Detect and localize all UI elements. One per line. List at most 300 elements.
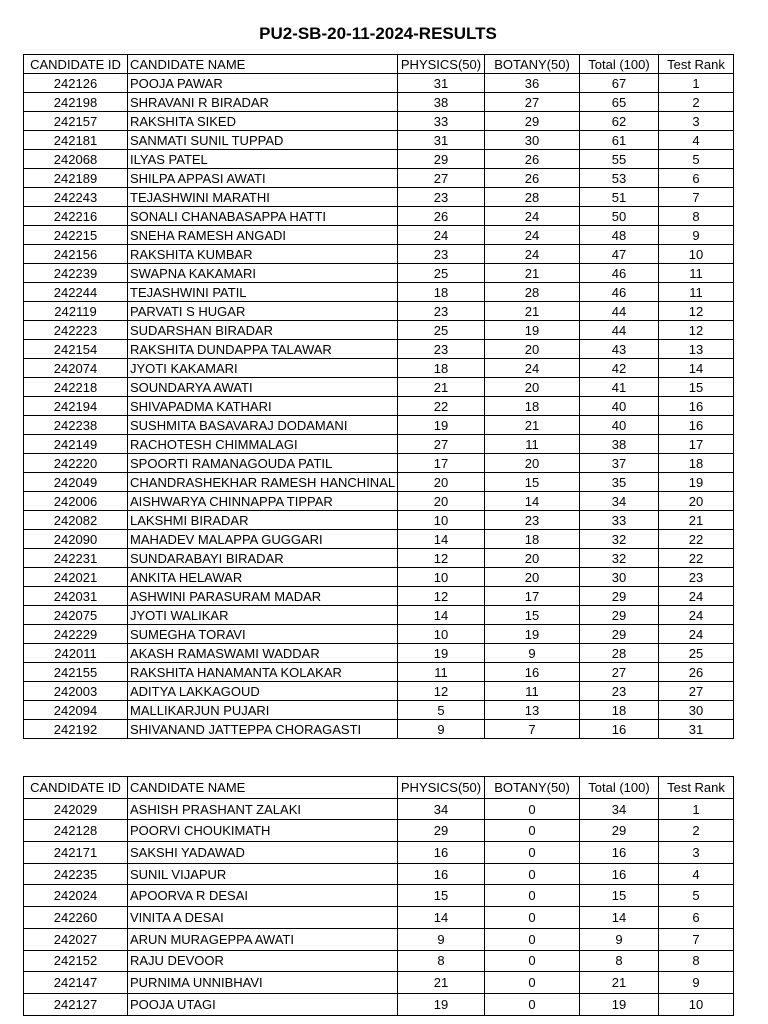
total-score-cell: 44 [580,302,659,321]
botany-score-cell: 11 [485,682,580,701]
test-rank-cell: 7 [659,928,734,950]
total-score-cell: 27 [580,663,659,682]
botany-score-cell: 20 [485,340,580,359]
physics-score-cell: 21 [398,378,485,397]
test-rank-cell: 18 [659,454,734,473]
physics-score-cell: 10 [398,625,485,644]
total-score-cell: 44 [580,321,659,340]
botany-score-cell: 9 [485,644,580,663]
candidate-name-cell: POORVI CHOUKIMATH [128,820,398,842]
botany-score-cell: 0 [485,907,580,929]
candidate-name-cell: SUNDARABAYI BIRADAR [128,549,398,568]
test-rank-cell: 22 [659,549,734,568]
botany-score-cell: 13 [485,701,580,720]
candidate-id-cell: 242128 [24,820,128,842]
physics-score-cell: 9 [398,928,485,950]
physics-score-cell: 11 [398,663,485,682]
physics-score-cell: 22 [398,397,485,416]
candidate-name-cell: SHRAVANI R BIRADAR [128,93,398,112]
botany-score-cell: 0 [485,928,580,950]
page-title: PU2-SB-20-11-2024-RESULTS [259,24,497,43]
header-row [24,55,734,74]
physics-score-cell: 29 [398,820,485,842]
candidate-name-cell: JYOTI WALIKAR [128,606,398,625]
physics-score-cell: 14 [398,606,485,625]
table-row [24,454,734,473]
table-row [24,907,734,929]
botany-score-cell: 17 [485,587,580,606]
candidate-name-cell: RAKSHITA SIKED [128,112,398,131]
total-score-cell: 67 [580,74,659,93]
candidate-id-cell: 242235 [24,863,128,885]
table-row [24,587,734,606]
physics-score-cell: 10 [398,511,485,530]
physics-score-cell: 9 [398,720,485,739]
candidate-id-cell: 242006 [24,492,128,511]
candidate-name-cell: APOORVA R DESAI [128,885,398,907]
test-rank-cell: 2 [659,93,734,112]
test-rank-cell: 31 [659,720,734,739]
header-candidate-name: CANDIDATE NAME [128,55,398,74]
candidate-name-cell: SUMEGHA TORAVI [128,625,398,644]
botany-score-cell: 15 [485,606,580,625]
header-candidate-name: CANDIDATE NAME [128,777,398,799]
test-rank-cell: 1 [659,74,734,93]
total-score-cell: 33 [580,511,659,530]
candidate-id-cell: 242068 [24,150,128,169]
physics-score-cell: 38 [398,93,485,112]
candidate-name-cell: SPOORTI RAMANAGOUDA PATIL [128,454,398,473]
physics-score-cell: 20 [398,492,485,511]
table-row [24,340,734,359]
botany-score-cell: 28 [485,283,580,302]
candidate-name-cell: SOUNDARYA AWATI [128,378,398,397]
total-score-cell: 29 [580,606,659,625]
candidate-id-cell: 242075 [24,606,128,625]
table-row [24,820,734,842]
total-score-cell: 47 [580,245,659,264]
botany-score-cell: 11 [485,435,580,454]
test-rank-cell: 10 [659,245,734,264]
total-score-cell: 29 [580,587,659,606]
test-rank-cell: 15 [659,378,734,397]
total-score-cell: 30 [580,568,659,587]
botany-score-cell: 20 [485,378,580,397]
botany-score-cell: 14 [485,492,580,511]
total-score-cell: 34 [580,492,659,511]
test-rank-cell: 13 [659,340,734,359]
results-table-secondary [23,776,734,1016]
candidate-id-cell: 242090 [24,530,128,549]
physics-score-cell: 14 [398,907,485,929]
candidate-name-cell: SAKSHI YADAWAD [128,842,398,864]
candidate-id-cell: 242229 [24,625,128,644]
candidate-id-cell: 242024 [24,885,128,907]
botany-score-cell: 7 [485,720,580,739]
candidate-id-cell: 242031 [24,587,128,606]
physics-score-cell: 10 [398,568,485,587]
physics-score-cell: 17 [398,454,485,473]
table-row [24,93,734,112]
physics-score-cell: 12 [398,587,485,606]
table-row [24,188,734,207]
test-rank-cell: 20 [659,492,734,511]
physics-score-cell: 27 [398,169,485,188]
test-rank-cell: 24 [659,625,734,644]
table-row [24,378,734,397]
candidate-name-cell: AKASH RAMASWAMI WADDAR [128,644,398,663]
candidate-id-cell: 242198 [24,93,128,112]
total-score-cell: 50 [580,207,659,226]
candidate-id-cell: 242154 [24,340,128,359]
table-row [24,492,734,511]
table-row [24,863,734,885]
candidate-name-cell: ILYAS PATEL [128,150,398,169]
botany-score-cell: 0 [485,820,580,842]
botany-score-cell: 20 [485,454,580,473]
candidate-id-cell: 242027 [24,928,128,950]
botany-score-cell: 0 [485,950,580,972]
candidate-name-cell: RAKSHITA KUMBAR [128,245,398,264]
total-score-cell: 46 [580,264,659,283]
header-row [24,777,734,799]
botany-score-cell: 21 [485,302,580,321]
botany-score-cell: 23 [485,511,580,530]
physics-score-cell: 14 [398,530,485,549]
botany-score-cell: 21 [485,264,580,283]
header-botany: BOTANY(50) [485,55,580,74]
table-row [24,972,734,994]
candidate-id-cell: 242127 [24,993,128,1015]
candidate-id-cell: 242189 [24,169,128,188]
test-rank-cell: 14 [659,359,734,378]
physics-score-cell: 31 [398,74,485,93]
total-score-cell: 32 [580,530,659,549]
header-botany: BOTANY(50) [485,777,580,799]
botany-score-cell: 21 [485,416,580,435]
total-score-cell: 61 [580,131,659,150]
test-rank-cell: 16 [659,397,734,416]
botany-score-cell: 18 [485,397,580,416]
table-row [24,416,734,435]
total-score-cell: 16 [580,863,659,885]
table-row [24,568,734,587]
candidate-id-cell: 242220 [24,454,128,473]
candidate-id-cell: 242074 [24,359,128,378]
botany-score-cell: 0 [485,885,580,907]
table-row [24,625,734,644]
table-row [24,606,734,625]
test-rank-cell: 12 [659,321,734,340]
test-rank-cell: 21 [659,511,734,530]
physics-score-cell: 23 [398,245,485,264]
test-rank-cell: 9 [659,226,734,245]
candidate-id-cell: 242244 [24,283,128,302]
botany-score-cell: 36 [485,74,580,93]
physics-score-cell: 25 [398,321,485,340]
table-row [24,644,734,663]
botany-score-cell: 0 [485,798,580,820]
candidate-name-cell: JYOTI KAKAMARI [128,359,398,378]
botany-score-cell: 27 [485,93,580,112]
test-rank-cell: 24 [659,587,734,606]
candidate-name-cell: CHANDRASHEKHAR RAMESH HANCHINAL [128,473,398,492]
test-rank-cell: 17 [659,435,734,454]
candidate-id-cell: 242157 [24,112,128,131]
candidate-id-cell: 242049 [24,473,128,492]
total-score-cell: 23 [580,682,659,701]
physics-score-cell: 29 [398,150,485,169]
total-score-cell: 28 [580,644,659,663]
table-row [24,321,734,340]
candidate-name-cell: ASHISH PRASHANT ZALAKI [128,798,398,820]
test-rank-cell: 8 [659,950,734,972]
total-score-cell: 15 [580,885,659,907]
table-row [24,993,734,1015]
botany-score-cell: 24 [485,207,580,226]
test-rank-cell: 16 [659,416,734,435]
candidate-name-cell: MAHADEV MALAPPA GUGGARI [128,530,398,549]
candidate-name-cell: TEJASHWINI PATIL [128,283,398,302]
physics-score-cell: 8 [398,950,485,972]
candidate-id-cell: 242223 [24,321,128,340]
candidate-id-cell: 242152 [24,950,128,972]
table-row [24,207,734,226]
botany-score-cell: 0 [485,842,580,864]
botany-score-cell: 18 [485,530,580,549]
total-score-cell: 40 [580,416,659,435]
candidate-id-cell: 242243 [24,188,128,207]
candidate-id-cell: 242021 [24,568,128,587]
candidate-name-cell: LAKSHMI BIRADAR [128,511,398,530]
total-score-cell: 9 [580,928,659,950]
test-rank-cell: 26 [659,663,734,682]
candidate-id-cell: 242215 [24,226,128,245]
candidate-name-cell: MALLIKARJUN PUJARI [128,701,398,720]
candidate-name-cell: SUSHMITA BASAVARAJ DODAMANI [128,416,398,435]
physics-score-cell: 23 [398,188,485,207]
table-row [24,435,734,454]
botany-score-cell: 19 [485,321,580,340]
candidate-name-cell: SNEHA RAMESH ANGADI [128,226,398,245]
test-rank-cell: 23 [659,568,734,587]
test-rank-cell: 2 [659,820,734,842]
table-row [24,720,734,739]
botany-score-cell: 24 [485,359,580,378]
botany-score-cell: 24 [485,226,580,245]
table-row [24,245,734,264]
table-row [24,950,734,972]
test-rank-cell: 9 [659,972,734,994]
candidate-id-cell: 242149 [24,435,128,454]
header-total: Total (100) [580,55,659,74]
table-row [24,150,734,169]
test-rank-cell: 6 [659,907,734,929]
table-row [24,397,734,416]
header-total: Total (100) [580,777,659,799]
physics-score-cell: 31 [398,131,485,150]
table-row [24,359,734,378]
total-score-cell: 29 [580,625,659,644]
table-row [24,842,734,864]
test-rank-cell: 8 [659,207,734,226]
physics-score-cell: 33 [398,112,485,131]
botany-score-cell: 30 [485,131,580,150]
physics-score-cell: 16 [398,863,485,885]
results-table-main [23,54,734,739]
test-rank-cell: 12 [659,302,734,321]
table-row [24,302,734,321]
test-rank-cell: 27 [659,682,734,701]
botany-score-cell: 20 [485,549,580,568]
total-score-cell: 35 [580,473,659,492]
candidate-name-cell: POOJA UTAGI [128,993,398,1015]
botany-score-cell: 15 [485,473,580,492]
test-rank-cell: 10 [659,993,734,1015]
test-rank-cell: 30 [659,701,734,720]
candidate-name-cell: VINITA A DESAI [128,907,398,929]
table-row [24,530,734,549]
botany-score-cell: 29 [485,112,580,131]
candidate-id-cell: 242239 [24,264,128,283]
total-score-cell: 19 [580,993,659,1015]
total-score-cell: 40 [580,397,659,416]
table-row [24,112,734,131]
candidate-id-cell: 242119 [24,302,128,321]
header-physics: PHYSICS(50) [398,55,485,74]
total-score-cell: 55 [580,150,659,169]
candidate-id-cell: 242218 [24,378,128,397]
test-rank-cell: 11 [659,283,734,302]
botany-score-cell: 0 [485,972,580,994]
table-row [24,226,734,245]
botany-score-cell: 26 [485,169,580,188]
table-row [24,511,734,530]
table-row [24,74,734,93]
table-row [24,885,734,907]
candidate-id-cell: 242181 [24,131,128,150]
candidate-name-cell: ARUN MURAGEPPA AWATI [128,928,398,950]
physics-score-cell: 34 [398,798,485,820]
test-rank-cell: 1 [659,798,734,820]
candidate-id-cell: 242147 [24,972,128,994]
candidate-name-cell: PARVATI S HUGAR [128,302,398,321]
header-physics: PHYSICS(50) [398,777,485,799]
header-test-rank: Test Rank [659,55,734,74]
candidate-name-cell: ADITYA LAKKAGOUD [128,682,398,701]
table-row [24,169,734,188]
physics-score-cell: 19 [398,993,485,1015]
table-row [24,701,734,720]
candidate-id-cell: 242231 [24,549,128,568]
total-score-cell: 32 [580,549,659,568]
table-row [24,928,734,950]
candidate-id-cell: 242003 [24,682,128,701]
physics-score-cell: 26 [398,207,485,226]
candidate-id-cell: 242082 [24,511,128,530]
table-row [24,283,734,302]
candidate-name-cell: SUNIL VIJAPUR [128,863,398,885]
botany-score-cell: 16 [485,663,580,682]
candidate-name-cell: RAKSHITA DUNDAPPA TALAWAR [128,340,398,359]
table-row [24,663,734,682]
table-row [24,549,734,568]
botany-score-cell: 0 [485,863,580,885]
table-row [24,798,734,820]
candidate-id-cell: 242194 [24,397,128,416]
candidate-name-cell: SHIVANAND JATTEPPA CHORAGASTI [128,720,398,739]
test-rank-cell: 25 [659,644,734,663]
candidate-id-cell: 242171 [24,842,128,864]
candidate-name-cell: AISHWARYA CHINNAPPA TIPPAR [128,492,398,511]
test-rank-cell: 4 [659,131,734,150]
test-rank-cell: 22 [659,530,734,549]
test-rank-cell: 5 [659,885,734,907]
header-candidate-id: CANDIDATE ID [24,55,128,74]
physics-score-cell: 27 [398,435,485,454]
table-row [24,131,734,150]
physics-score-cell: 24 [398,226,485,245]
table-row [24,473,734,492]
candidate-id-cell: 242238 [24,416,128,435]
candidate-name-cell: SWAPNA KAKAMARI [128,264,398,283]
physics-score-cell: 23 [398,340,485,359]
test-rank-cell: 5 [659,150,734,169]
physics-score-cell: 18 [398,283,485,302]
total-score-cell: 51 [580,188,659,207]
table-row [24,682,734,701]
total-score-cell: 62 [580,112,659,131]
physics-score-cell: 12 [398,549,485,568]
test-rank-cell: 4 [659,863,734,885]
total-score-cell: 16 [580,720,659,739]
total-score-cell: 18 [580,701,659,720]
botany-score-cell: 20 [485,568,580,587]
total-score-cell: 38 [580,435,659,454]
total-score-cell: 34 [580,798,659,820]
botany-score-cell: 0 [485,993,580,1015]
physics-score-cell: 23 [398,302,485,321]
total-score-cell: 43 [580,340,659,359]
total-score-cell: 14 [580,907,659,929]
total-score-cell: 37 [580,454,659,473]
physics-score-cell: 20 [398,473,485,492]
test-rank-cell: 6 [659,169,734,188]
candidate-name-cell: POOJA PAWAR [128,74,398,93]
candidate-name-cell: SHILPA APPASI AWATI [128,169,398,188]
candidate-id-cell: 242011 [24,644,128,663]
candidate-name-cell: SANMATI SUNIL TUPPAD [128,131,398,150]
candidate-name-cell: PURNIMA UNNIBHAVI [128,972,398,994]
candidate-id-cell: 242155 [24,663,128,682]
total-score-cell: 41 [580,378,659,397]
candidate-name-cell: SONALI CHANABASAPPA HATTI [128,207,398,226]
total-score-cell: 65 [580,93,659,112]
botany-score-cell: 19 [485,625,580,644]
total-score-cell: 46 [580,283,659,302]
candidate-name-cell: SUDARSHAN BIRADAR [128,321,398,340]
candidate-id-cell: 242156 [24,245,128,264]
candidate-name-cell: SHIVAPADMA KATHARI [128,397,398,416]
total-score-cell: 42 [580,359,659,378]
candidate-id-cell: 242094 [24,701,128,720]
total-score-cell: 29 [580,820,659,842]
total-score-cell: 21 [580,972,659,994]
physics-score-cell: 21 [398,972,485,994]
table-row [24,264,734,283]
physics-score-cell: 18 [398,359,485,378]
test-rank-cell: 11 [659,264,734,283]
